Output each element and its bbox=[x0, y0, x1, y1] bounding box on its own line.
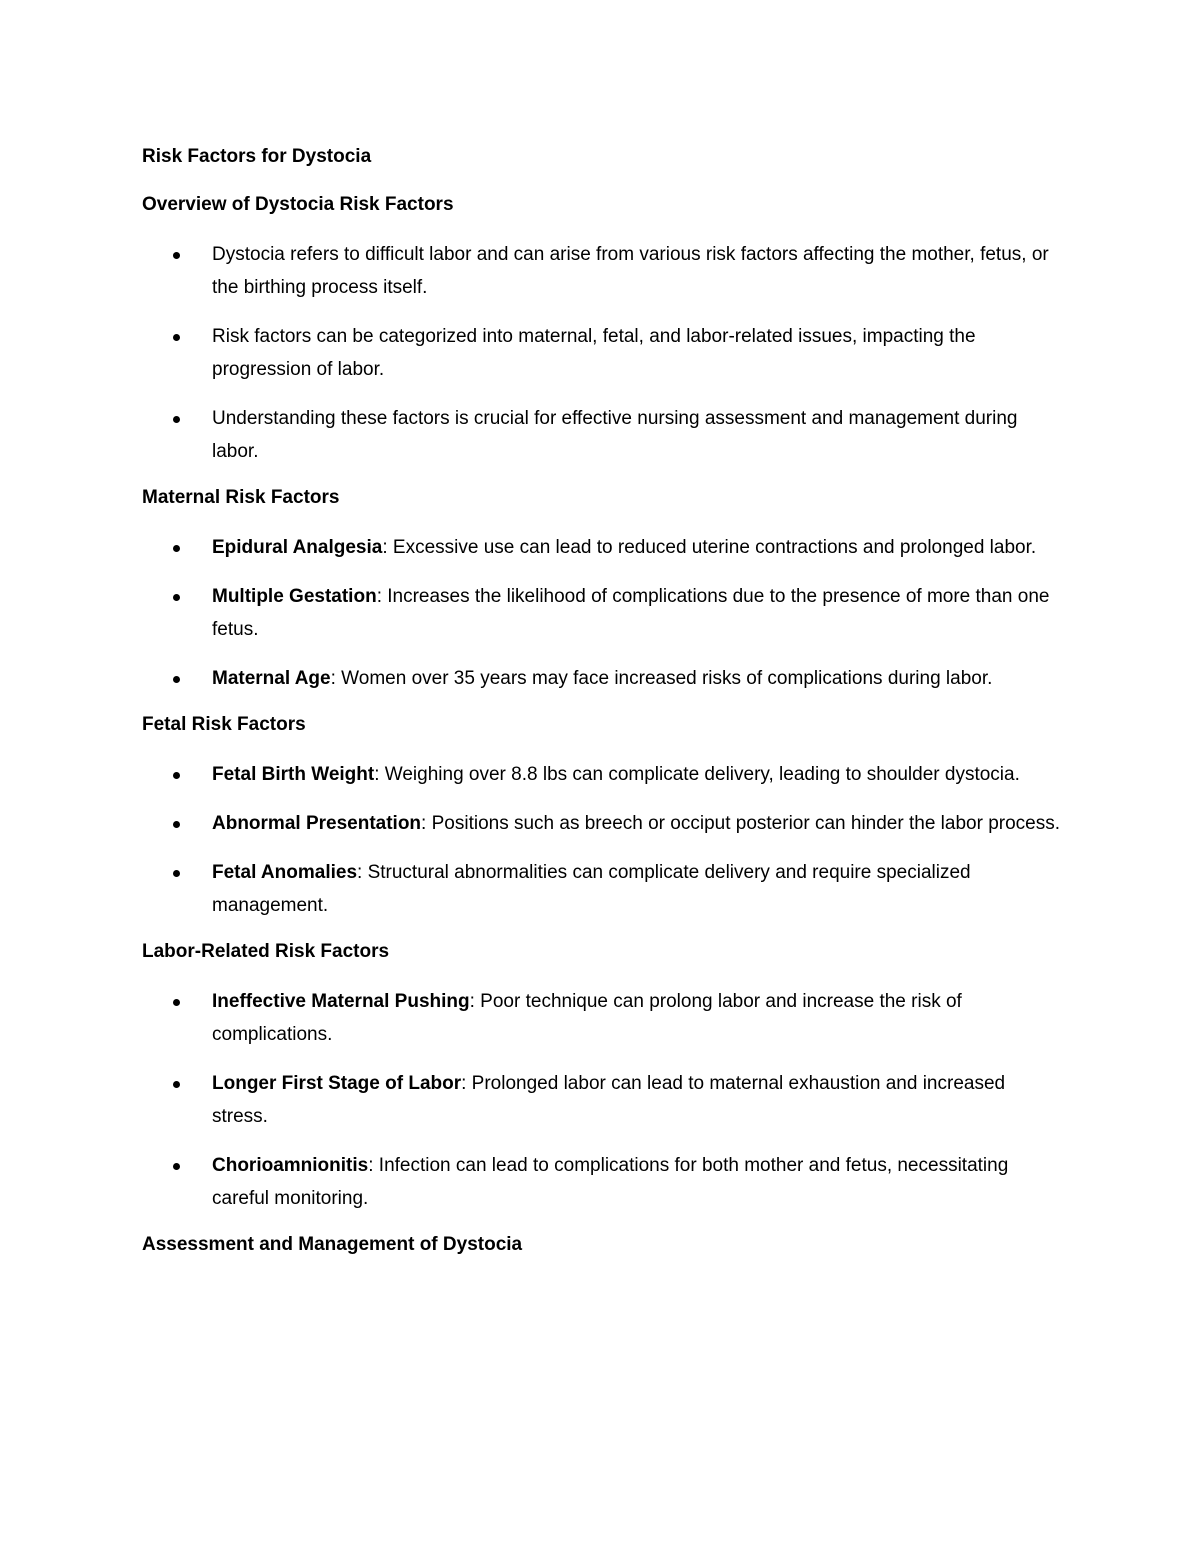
item-text: Weighing over 8.8 lbs can complicate delivery, leading to shoulder dystocia. bbox=[379, 764, 1020, 785]
list-item bbox=[142, 662, 1062, 695]
item-text: Infection can lead to complications for both mother and fetus, necessitating careful monitoring. bbox=[212, 1155, 1009, 1209]
item-term: Multiple Gestation bbox=[212, 586, 377, 607]
item-text: Understanding these factors is crucial for effective nursing assessment and management during labor. bbox=[212, 408, 1018, 462]
item-text: Positions such as breech or occiput posterior can hinder the labor process. bbox=[426, 813, 1060, 834]
list-item bbox=[142, 1067, 1062, 1133]
section-maternal bbox=[142, 484, 1062, 695]
bullet-icon bbox=[173, 334, 180, 341]
section-assessment bbox=[142, 1231, 1062, 1258]
item-text: Increases the likelihood of complications due to the presence of more than one fetus. bbox=[212, 586, 1050, 640]
item-term: Epidural Analgesia bbox=[212, 537, 383, 558]
bullet-icon bbox=[173, 252, 180, 259]
item-text: Prolonged labor can lead to maternal exhaustion and increased stress. bbox=[212, 1073, 1006, 1127]
list-item bbox=[142, 402, 1062, 468]
section-heading: Assessment and Management of Dystocia bbox=[142, 1234, 523, 1255]
list-item bbox=[142, 531, 1062, 564]
list-item bbox=[142, 1149, 1062, 1215]
bullet-icon bbox=[173, 416, 180, 423]
section-heading: Fetal Risk Factors bbox=[142, 714, 306, 735]
list-item bbox=[142, 238, 1062, 304]
item-term: Longer First Stage of Labor bbox=[212, 1073, 462, 1094]
item-text: Poor technique can prolong labor and increase the risk of complications. bbox=[212, 991, 962, 1045]
bullet-list bbox=[142, 531, 1062, 695]
bullet-icon bbox=[173, 870, 180, 877]
item-separator: : bbox=[376, 586, 382, 607]
list-item bbox=[142, 758, 1062, 791]
list-item bbox=[142, 580, 1062, 646]
bullet-icon bbox=[173, 821, 180, 828]
section-heading: Overview of Dystocia Risk Factors bbox=[142, 194, 454, 215]
item-separator: : bbox=[382, 537, 388, 558]
bullet-list bbox=[142, 238, 1062, 468]
item-separator: : bbox=[374, 764, 380, 785]
item-term: Fetal Anomalies bbox=[212, 862, 358, 883]
item-separator: : bbox=[357, 862, 363, 883]
bullet-icon bbox=[173, 545, 180, 552]
list-item bbox=[142, 807, 1062, 840]
item-separator: : bbox=[461, 1073, 467, 1094]
list-item bbox=[142, 320, 1062, 386]
document-title: Risk Factors for Dystocia bbox=[142, 146, 372, 167]
section-overview bbox=[142, 191, 1062, 468]
item-text: Risk factors can be categorized into maternal, fetal, and labor-related issues, impacting the progression of labor. bbox=[212, 326, 976, 380]
bullet-icon bbox=[173, 676, 180, 683]
bullet-icon bbox=[173, 1081, 180, 1088]
section-labor-related bbox=[142, 938, 1062, 1215]
bullet-icon bbox=[173, 594, 180, 601]
item-separator: : bbox=[368, 1155, 374, 1176]
item-term: Abnormal Presentation bbox=[212, 813, 422, 834]
item-term: Fetal Birth Weight bbox=[212, 764, 375, 785]
bullet-icon bbox=[173, 772, 180, 779]
list-item bbox=[142, 985, 1062, 1051]
item-term: Ineffective Maternal Pushing bbox=[212, 991, 470, 1012]
bullet-list bbox=[142, 985, 1062, 1215]
item-text: Women over 35 years may face increased risks of complications during labor. bbox=[335, 668, 993, 689]
item-text: Structural abnormalities can complicate delivery and require specialized management. bbox=[212, 862, 971, 916]
list-item bbox=[142, 856, 1062, 922]
document-page bbox=[142, 143, 1062, 1278]
item-separator: : bbox=[469, 991, 475, 1012]
section-heading: Maternal Risk Factors bbox=[142, 487, 340, 508]
item-separator: : bbox=[421, 813, 427, 834]
item-term: Chorioamnionitis bbox=[212, 1155, 369, 1176]
item-text: Excessive use can lead to reduced uterine contractions and prolonged labor. bbox=[387, 537, 1037, 558]
bullet-icon bbox=[173, 1163, 180, 1170]
item-text: Dystocia refers to difficult labor and can arise from various risk factors affecting the mother, fetus, or the birthing process itself. bbox=[212, 244, 1049, 298]
section-fetal bbox=[142, 711, 1062, 922]
bullet-icon bbox=[173, 999, 180, 1006]
item-term: Maternal Age bbox=[212, 668, 331, 689]
item-separator: : bbox=[330, 668, 336, 689]
section-heading: Labor-Related Risk Factors bbox=[142, 941, 390, 962]
bullet-list bbox=[142, 758, 1062, 922]
